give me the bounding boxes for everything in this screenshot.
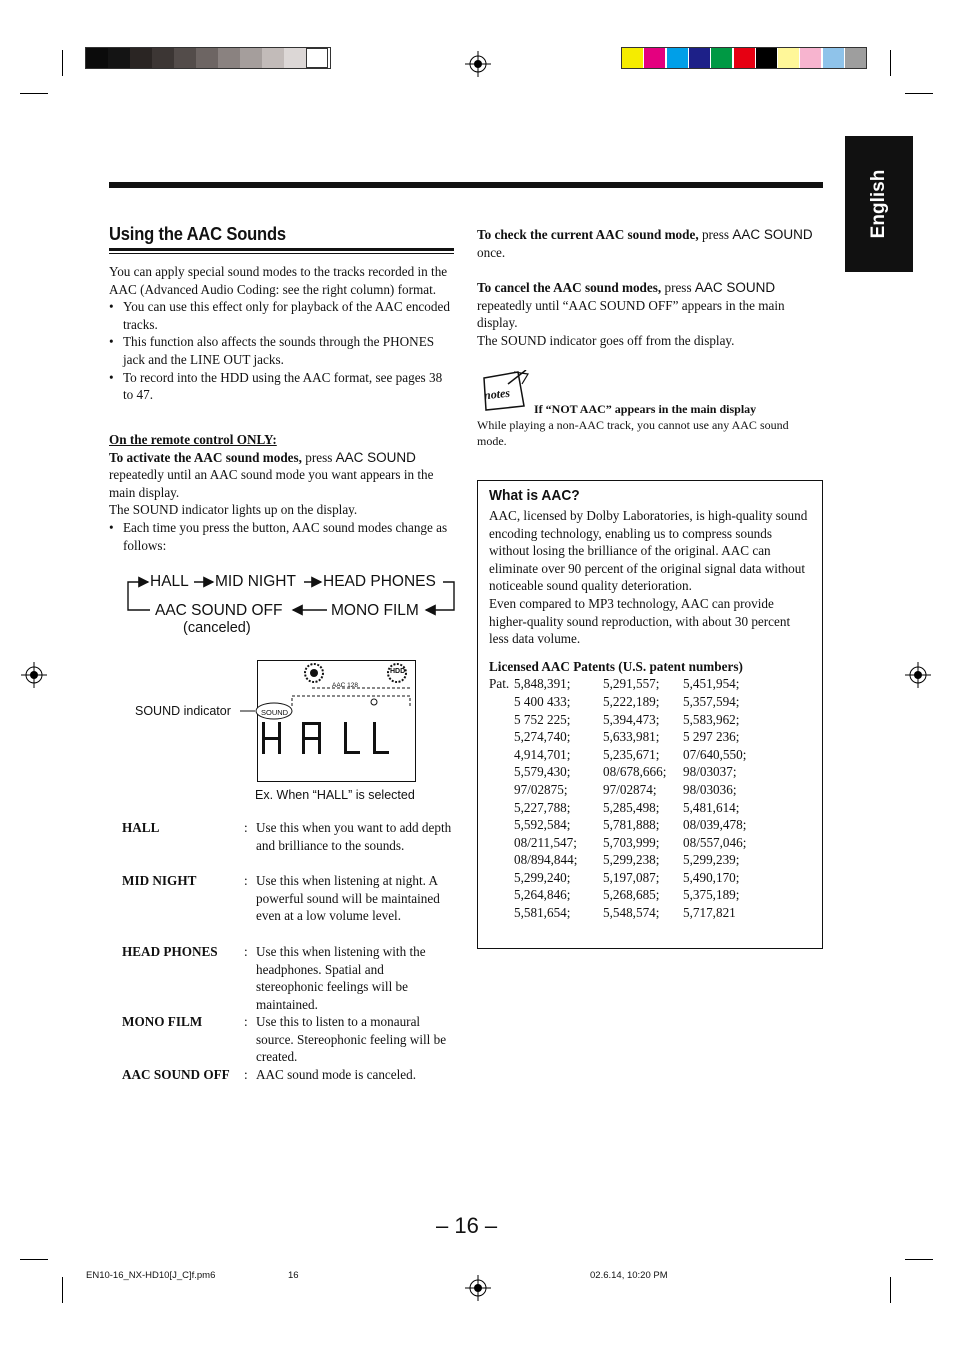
- patent-number: 08/678,666;: [603, 764, 667, 780]
- patent-prefix: [489, 869, 514, 887]
- sound-badge: SOUND: [261, 708, 289, 717]
- hdd-label: HDD: [390, 668, 406, 675]
- aac-sound-key: AAC SOUND: [732, 227, 813, 242]
- patent-number: 5,264,846;: [514, 887, 571, 903]
- patent-number: 5 297 236;: [683, 729, 740, 745]
- check-block: [477, 226, 817, 261]
- crop-mark: [905, 1259, 933, 1260]
- cancel-rest: repeatedly until “AAC SOUND OFF” appears in the main display.: [477, 297, 785, 331]
- page-number: – 16 –: [436, 1213, 498, 1238]
- cycle-mono-film: MONO FILM: [331, 602, 419, 619]
- patent-number: 98/03036;: [683, 781, 737, 797]
- patent-number: 5,781,888;: [603, 817, 660, 833]
- mode-colon: :: [244, 820, 248, 835]
- patent-number: 5,581,654;: [514, 905, 571, 921]
- patent-row: [489, 799, 811, 817]
- patent-prefix: [489, 904, 514, 922]
- patent-number: 5,579,430;: [514, 764, 571, 780]
- cancel-lead: To cancel the AAC sound modes,: [477, 280, 662, 295]
- patent-row: [489, 816, 811, 834]
- patent-number: 5,548,574;: [603, 905, 660, 921]
- patent-number: 5,235,671;: [603, 746, 660, 762]
- check-rest: once.: [477, 244, 506, 260]
- cancel-indicator: The SOUND indicator goes off from the display.: [477, 332, 735, 348]
- patent-list: [489, 675, 811, 921]
- cycle-aac-sound-off: AAC SOUND OFF: [155, 602, 283, 619]
- patent-number: 5,583,962;: [683, 711, 740, 727]
- activate-rest: repeatedly until an AAC sound mode you want appears in the main display.: [109, 467, 434, 500]
- patent-row: [489, 675, 811, 693]
- patent-number: 97/02874;: [603, 781, 657, 797]
- patents-heading: Licensed AAC Patents (U.S. patent numbers): [489, 658, 743, 674]
- aac-128-label: AAC 128: [332, 682, 359, 689]
- mode-desc: Use this to listen to a monaural source. Stereophonic feeling will be created.: [256, 1014, 447, 1065]
- patent-number: 5,299,240;: [514, 869, 571, 885]
- gray-strip-frame: [85, 47, 331, 69]
- display-illustration: [240, 658, 420, 784]
- patent-number: 5,717,821: [683, 905, 736, 921]
- crop-mark: [62, 1277, 63, 1303]
- notes-icon-label: notes: [483, 385, 511, 403]
- patent-prefix: [489, 711, 514, 729]
- patent-prefix: [489, 746, 514, 764]
- patent-row: [489, 904, 811, 922]
- mode-definition: [122, 819, 462, 873]
- crop-mark: [20, 93, 48, 94]
- mode-term: HALL: [122, 820, 160, 835]
- crop-mark: [905, 93, 933, 94]
- registration-target-icon: [465, 51, 491, 77]
- list-item: • This function also affects the sounds through the PHONES jack and the LINE OUT jacks.: [109, 333, 455, 368]
- patent-number: 5,394,473;: [603, 711, 660, 727]
- aac-paragraph: AAC, licensed by Dolby Laboratories, is high-quality sound encoding technology, enabling us to compress sounds without losing the brilliance of the original. AAC can eliminate over 90 percent of the original signal data without noticeable sound quality deterioration.: [489, 508, 808, 594]
- mode-colon: :: [244, 1014, 248, 1029]
- crop-mark: [62, 50, 63, 76]
- patent-number: 5,299,238;: [603, 852, 660, 868]
- language-tab: [845, 136, 913, 272]
- list-item: • Each time you press the button, AAC sound modes change as follows:: [109, 519, 455, 554]
- patent-number: 08/557,046;: [683, 834, 747, 850]
- display-caption: Ex. When “HALL” is selected: [255, 788, 415, 802]
- mode-colon: :: [244, 944, 248, 959]
- patent-row: [489, 711, 811, 729]
- patent-prefix: [489, 834, 514, 852]
- footer-date: 02.6.14, 10:20 PM: [590, 1270, 668, 1281]
- list-item: • To record into the HDD using the AAC format, see pages 38 to 47.: [109, 369, 455, 404]
- activate-lead: To activate the AAC sound modes,: [109, 449, 302, 465]
- check-lead: To check the current AAC sound mode,: [477, 227, 699, 242]
- patent-number: 5,222,189;: [603, 693, 660, 709]
- mode-definition: [122, 872, 462, 944]
- patent-row: [489, 851, 811, 869]
- language-tab-label: English: [868, 169, 889, 239]
- patent-prefix: [489, 816, 514, 834]
- patent-number: 98/03037;: [683, 764, 737, 780]
- title-underline-thick: [109, 248, 454, 251]
- patent-row: [489, 746, 811, 764]
- patent-number: 5 400 433;: [514, 693, 571, 709]
- mode-definition: [122, 943, 462, 1015]
- aac-sound-key: AAC SOUND: [694, 280, 776, 295]
- aac-sound-key: AAC SOUND: [335, 449, 416, 465]
- patent-number: 08/039,478;: [683, 817, 747, 833]
- crop-mark: [890, 1277, 891, 1303]
- patent-number: 5,375,189;: [683, 887, 740, 903]
- cancel-press: press: [661, 280, 695, 295]
- footer-filename: EN10-16_NX-HD10[J_C]f.pm6: [86, 1270, 216, 1281]
- patent-row: [489, 834, 811, 852]
- patent-number: 5,481,614;: [683, 799, 740, 815]
- aac-paragraph: Even compared to MP3 technology, AAC can provide higher-quality sound reproduction, with about 30 percent less data volume.: [489, 595, 791, 647]
- patent-number: 08/211,547;: [514, 834, 577, 850]
- notes-body: While playing a non-AAC track, you cannot use any AAC sound mode.: [477, 418, 789, 448]
- patent-number: 5,451,954;: [683, 676, 740, 692]
- patent-number: 5,592,584;: [514, 817, 571, 833]
- patent-number: 97/02875;: [514, 781, 568, 797]
- intro-paragraph: You can apply special sound modes to the tracks recorded in the AAC (Advanced Audio Coding: see the right column) format.: [109, 264, 448, 297]
- mode-desc: Use this when listening with the headphones. Spatial and stereophonic feelings will be maintained.: [256, 944, 426, 1012]
- patent-number: 5,274,740;: [514, 729, 571, 745]
- patent-number: 5,299,239;: [683, 852, 740, 868]
- intro-block: [109, 263, 455, 404]
- patent-number: 5,357,594;: [683, 693, 740, 709]
- patent-number: 5,285,498;: [603, 799, 660, 815]
- patent-number: 5,291,557;: [603, 676, 660, 692]
- patent-prefix: [489, 693, 514, 711]
- patent-number: 4,914,701;: [514, 746, 571, 762]
- cycle-hall: HALL: [150, 573, 189, 590]
- sound-indicator-label: SOUND indicator: [135, 704, 231, 718]
- section-title: Using the AAC Sounds: [109, 224, 286, 244]
- what-is-aac-title: What is AAC?: [489, 487, 580, 504]
- mode-term: HEAD PHONES: [122, 944, 218, 959]
- patent-number: 08/894,844;: [514, 852, 578, 868]
- patent-row: [489, 869, 811, 887]
- activate-press: press: [301, 449, 336, 465]
- cycle-mid-night: MID NIGHT: [215, 573, 296, 590]
- activate-indicator: The SOUND indicator lights up on the display.: [109, 502, 358, 518]
- registration-target-icon: [465, 1275, 491, 1301]
- patent-number: 5,268,685;: [603, 887, 660, 903]
- patent-number: 5,197,087;: [603, 869, 660, 885]
- patent-number: 5 752 225;: [514, 711, 571, 727]
- patent-row: [489, 886, 811, 904]
- activate-block: [109, 431, 455, 554]
- mode-colon: :: [244, 1067, 248, 1082]
- cancel-block: [477, 279, 817, 349]
- patent-prefix: [489, 851, 514, 869]
- mode-term: MID NIGHT: [122, 873, 197, 888]
- patent-number: 5,227,788;: [514, 799, 571, 815]
- notes-heading: If “NOT AAC” appears in the main display: [534, 402, 757, 416]
- registration-target-icon: [905, 662, 931, 688]
- remote-only-heading: On the remote control ONLY:: [109, 432, 277, 447]
- header-rule: [109, 182, 823, 188]
- patent-prefix: [489, 728, 514, 746]
- patent-row: [489, 763, 811, 781]
- check-press: press: [698, 227, 733, 242]
- mode-desc: Use this when you want to add depth and brilliance to the sounds.: [256, 820, 452, 853]
- patent-row: [489, 728, 811, 746]
- color-strip-frame: [621, 47, 867, 69]
- mode-definition: [122, 1066, 462, 1086]
- what-is-aac-body: [489, 507, 811, 922]
- patent-number: 5,703,999;: [603, 834, 660, 850]
- list-item: • You can use this effect only for playback of the AAC encoded tracks.: [109, 298, 455, 333]
- patent-prefix: [489, 799, 514, 817]
- mode-desc: AAC sound mode is canceled.: [256, 1067, 417, 1082]
- patent-number: 07/640,550;: [683, 746, 747, 762]
- crop-mark: [20, 1259, 48, 1260]
- registration-target-icon: [21, 662, 47, 688]
- patent-prefix: [489, 781, 514, 799]
- cycle-head-phones: HEAD PHONES: [323, 573, 436, 590]
- mode-term: MONO FILM: [122, 1014, 203, 1029]
- patent-prefix: [489, 886, 514, 904]
- patent-prefix: [489, 763, 514, 781]
- mode-desc: Use this when listening at night. A powerful sound will be maintained even at a low volume level.: [256, 873, 440, 924]
- title-underline-thin: [109, 253, 454, 254]
- patent-number: 5,633,981;: [603, 729, 660, 745]
- patent-prefix: Pat.: [489, 676, 510, 692]
- footer-page: 16: [288, 1270, 299, 1281]
- mode-term: AAC SOUND OFF: [122, 1067, 230, 1082]
- mode-colon: :: [244, 873, 248, 888]
- patent-number: 5,848,391;: [514, 676, 571, 692]
- what-is-aac-box: [477, 480, 823, 949]
- patent-row: [489, 693, 811, 711]
- patent-number: 5,490,170;: [683, 869, 740, 885]
- patent-row: [489, 781, 811, 799]
- crop-mark: [890, 50, 891, 76]
- mode-definition: [122, 1013, 462, 1067]
- cycle-canceled: (canceled): [183, 620, 251, 636]
